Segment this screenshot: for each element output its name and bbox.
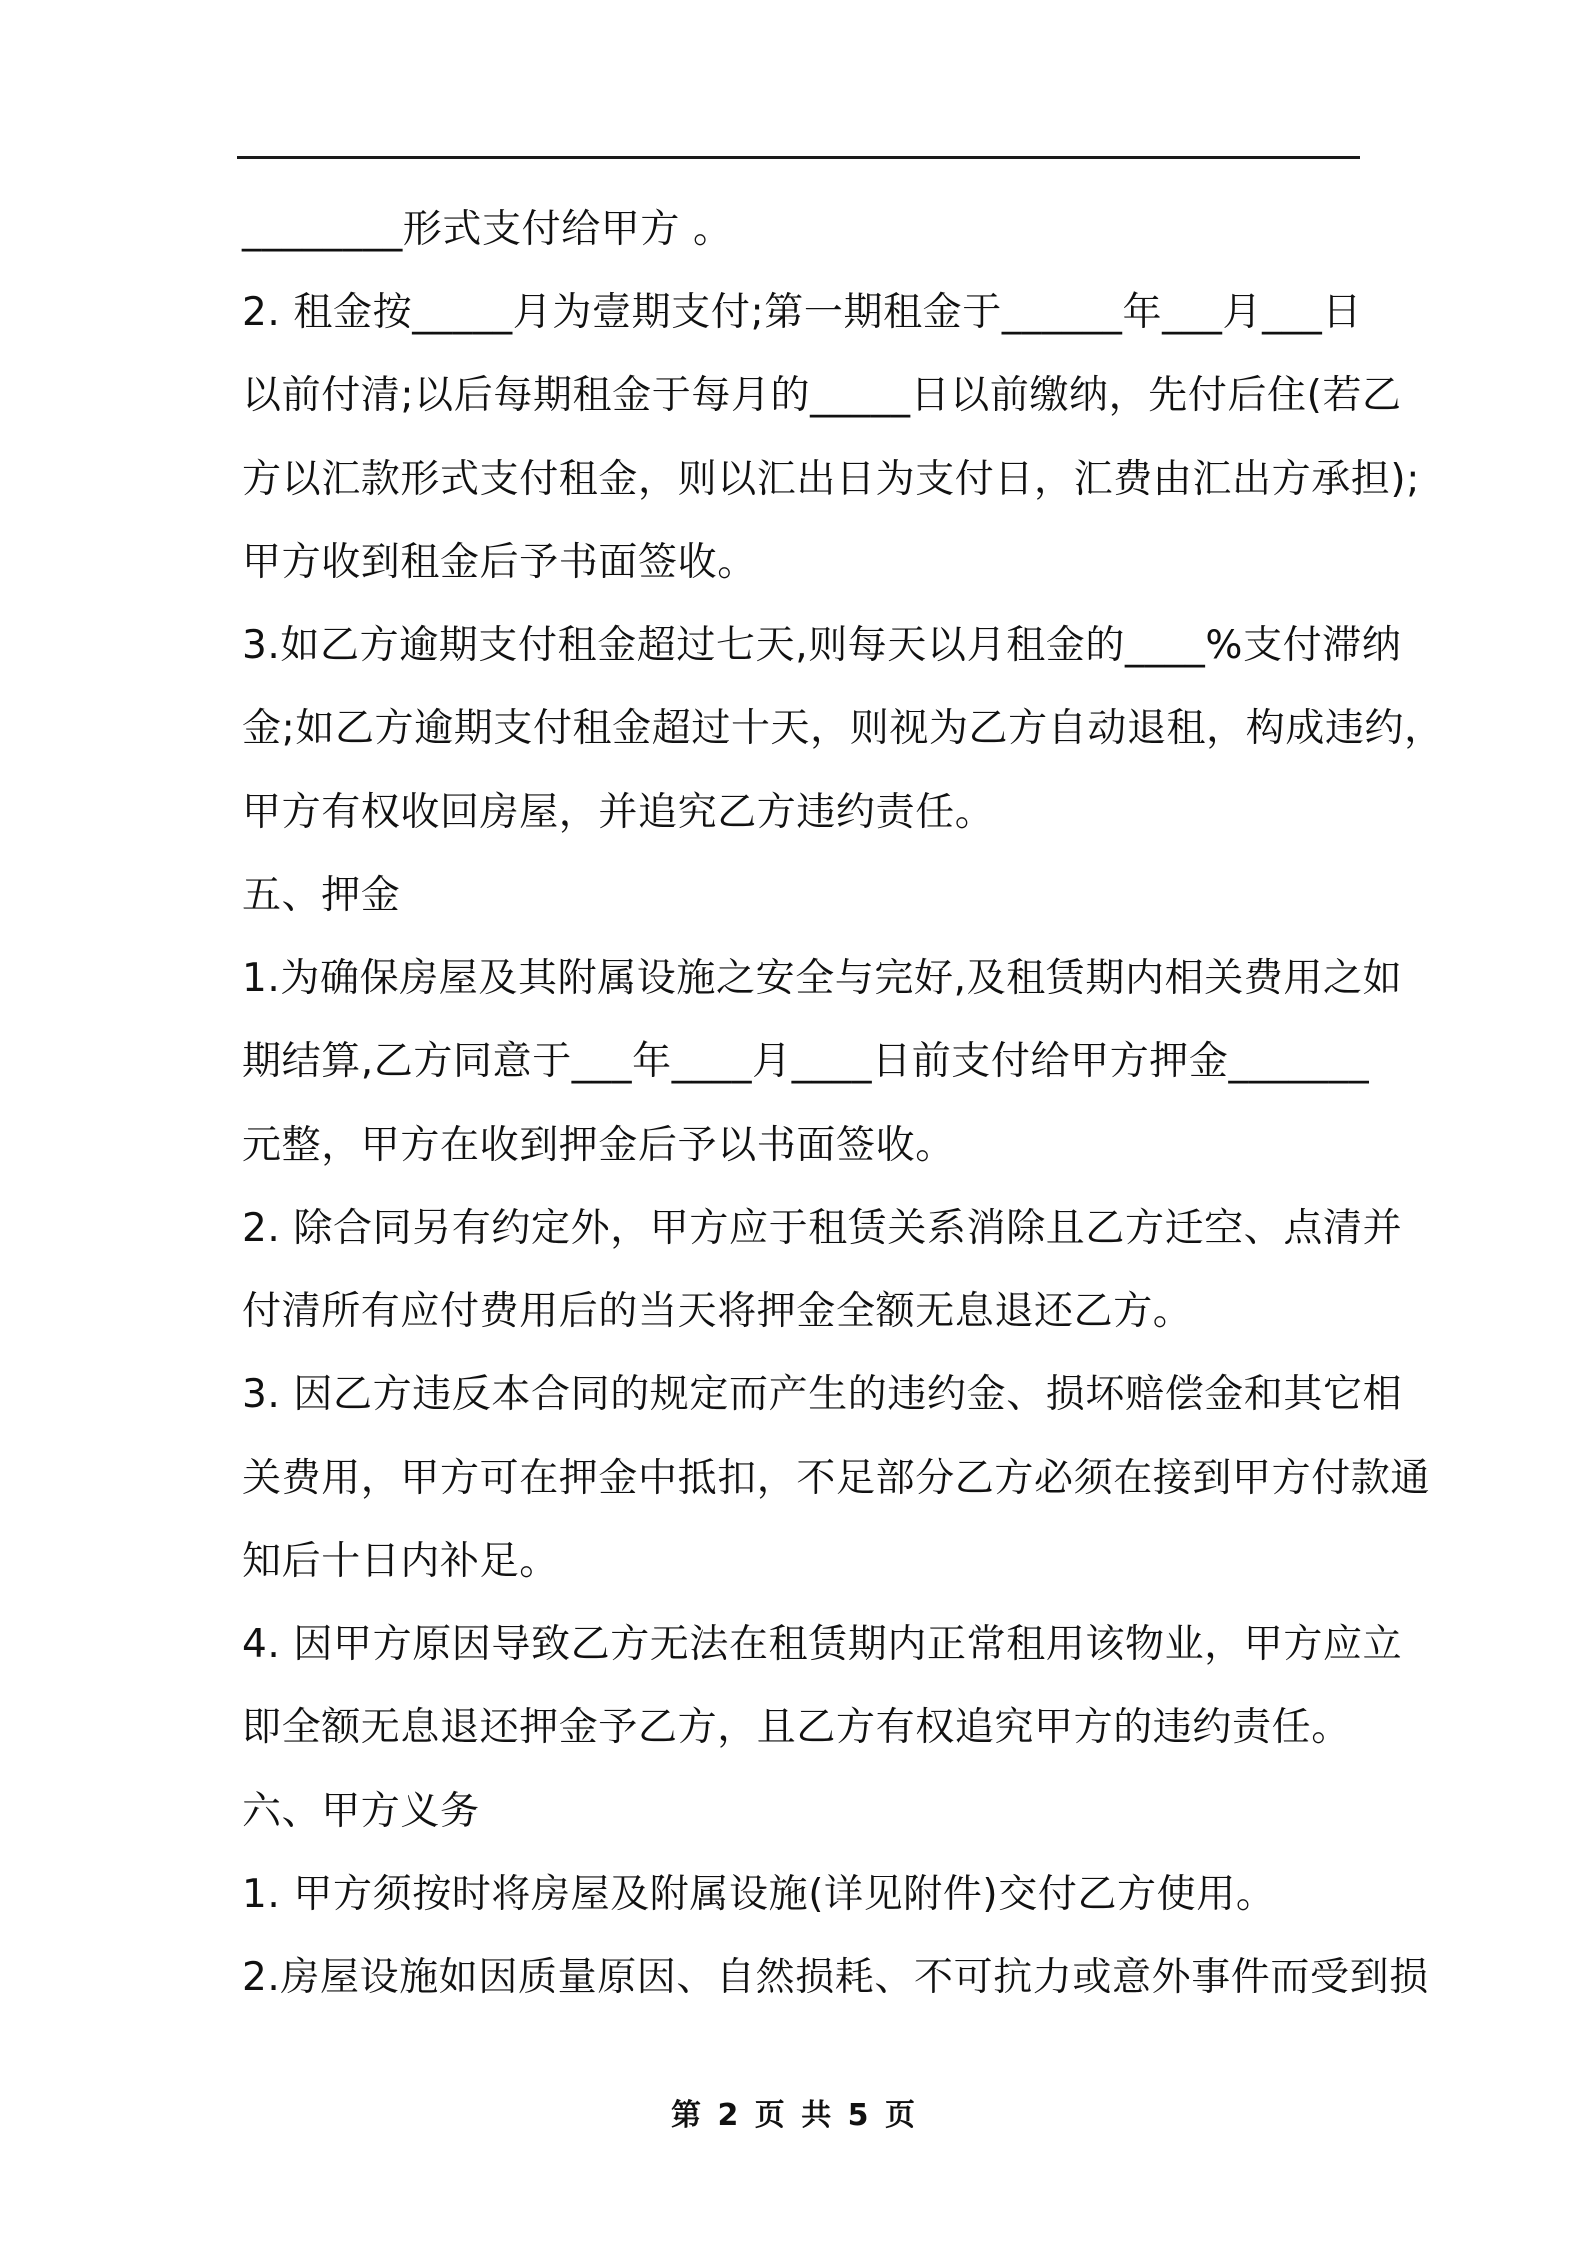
- text-line: 金;如乙方逾期支付租金超过十天，则视为乙方自动退租，构成违约，: [242, 706, 1444, 751]
- text-line: 1. 甲方须按时将房屋及附属设施(详见附件)交付乙方使用。: [242, 1872, 1276, 1917]
- text-line: ________形式支付给甲方 。: [242, 207, 733, 252]
- text-line: 3. 因乙方违反本合同的规定而产生的违约金、损坏赔偿金和其它相: [242, 1372, 1403, 1417]
- text-line: 期结算,乙方同意于___年____月____日前支付给甲方押金_______: [242, 1039, 1370, 1084]
- section-heading: 六、甲方义务: [242, 1789, 480, 1834]
- text-line: 方以汇款形式支付租金，则以汇出日为支付日，汇费由汇出方承担);: [242, 457, 1420, 502]
- text-line: 2. 租金按_____月为壹期支付;第一期租金于______年___月___日: [242, 290, 1362, 335]
- section-heading: 五、押金: [242, 873, 401, 918]
- text-line: 2.房屋设施如因质量原因、自然损耗、不可抗力或意外事件而受到损: [242, 1955, 1429, 2000]
- text-line: 1.为确保房屋及其附属设施之安全与完好,及租赁期内相关费用之如: [242, 956, 1403, 1001]
- header-rule: [237, 156, 1360, 159]
- text-line: 2. 除合同另有约定外，甲方应于租赁关系消除且乙方迁空、点清并: [242, 1206, 1403, 1251]
- text-line: 甲方收到租金后予书面签收。: [242, 540, 757, 585]
- text-line: 3.如乙方逾期支付租金超过七天,则每天以月租金的____%支付滞纳: [242, 623, 1402, 668]
- text-line: 即全额无息退还押金予乙方，且乙方有权追究甲方的违约责任。: [242, 1705, 1351, 1750]
- text-line: 关费用，甲方可在押金中抵扣，不足部分乙方必须在接到甲方付款通: [242, 1456, 1431, 1501]
- text-line: 元整，甲方在收到押金后予以书面签收。: [242, 1123, 955, 1168]
- text-line: 甲方有权收回房屋，并追究乙方违约责任。: [242, 790, 995, 835]
- text-line: 以前付清;以后每期租金于每月的_____日以前缴纳，先付后住(若乙: [242, 373, 1402, 418]
- text-line: 付清所有应付费用后的当天将押金全额无息退还乙方。: [242, 1289, 1193, 1334]
- text-line: 4. 因甲方原因导致乙方无法在租赁期内正常租用该物业，甲方应立: [242, 1622, 1403, 1667]
- page-footer: 第 2 页 共 5 页: [671, 2098, 915, 2133]
- text-line: 知后十日内补足。: [242, 1539, 559, 1584]
